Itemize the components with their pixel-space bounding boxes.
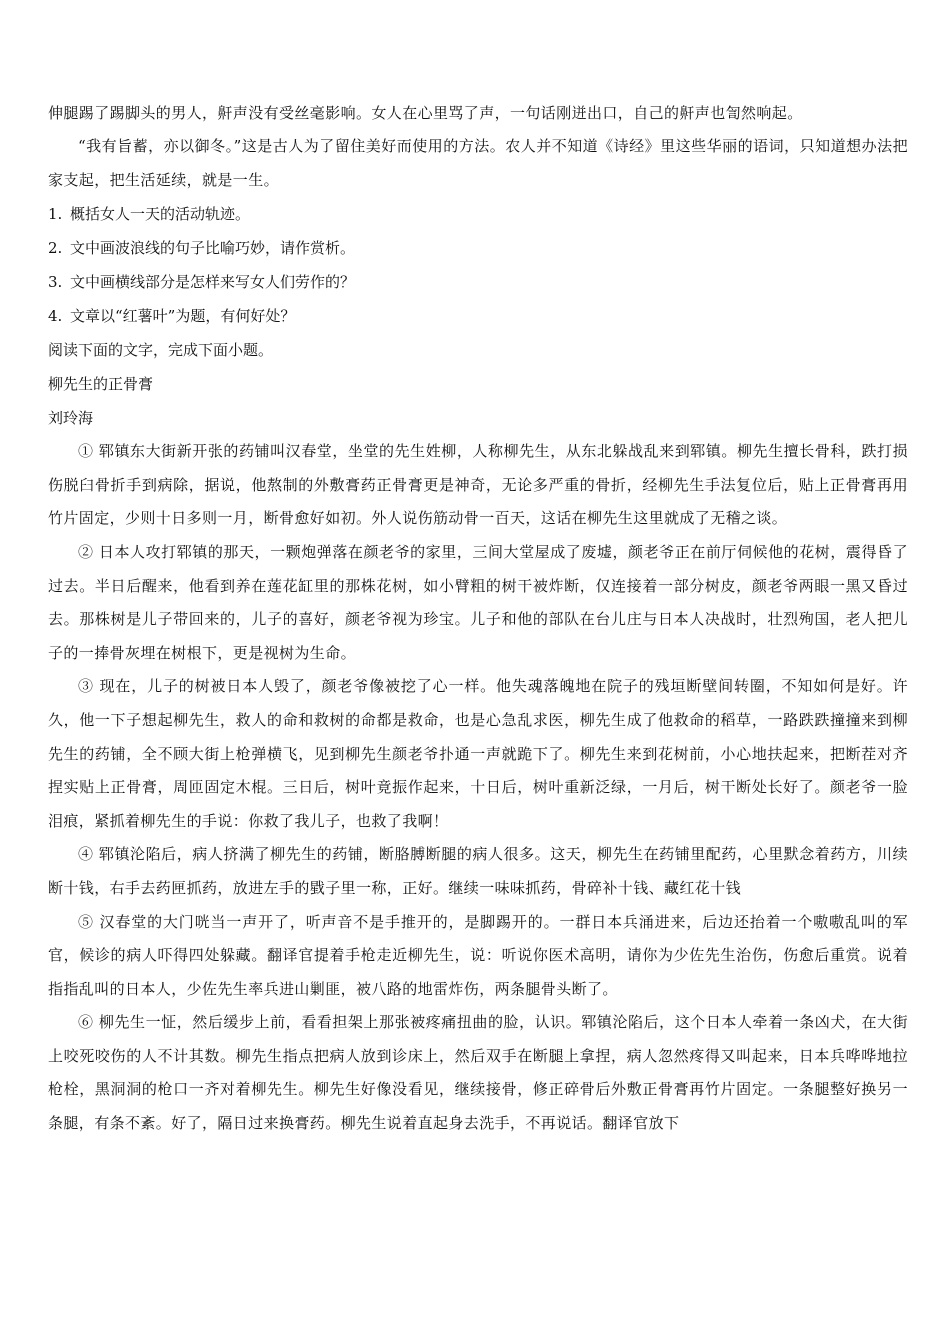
question-list — [48, 197, 908, 333]
continued-text-line: 伸腿踢了踢脚头的男人，鼾声没有受丝毫影响。女人在心里骂了声，一句话刚迸出口，自己的鼾声也訇然响起。 — [48, 104, 803, 122]
question-number: 1. — [48, 205, 63, 224]
question-item — [48, 299, 908, 333]
question-text: 文中画波浪线的句子比喻巧妙，请作赏析。 — [70, 239, 356, 258]
article-title: 柳先生的正骨膏 — [48, 375, 154, 394]
question-item — [48, 265, 908, 299]
article-paragraph: ① 郓镇东大街新开张的药铺叫汉春堂，坐堂的先生姓柳，人称柳先生，从东北躲战乱来到郓镇。柳先生擅长骨科，跌打损伤脱臼骨折手到病除，据说，他熬制的外敷膏药正骨膏更是神奇，无论多严重的骨折，经柳先生手法复位后，贴上正骨膏再用竹片固定，少则十日多则一月，断骨愈好如初。外人说伤筋动骨一百天，这话在柳先生这里就成了无稽之谈。 — [48, 442, 908, 528]
article-paragraph: ③ 现在，儿子的树被日本人毁了，颜老爷像被挖了心一样。他失魂落魄地在院子的残垣断壁间转圈，不知如何是好。许久，他一下子想起柳先生，救人的命和救树的命都是救命，也是心急乱求医，柳先生成了他救命的稻草，一路跌跌撞撞来到柳先生的药铺，全不顾大街上枪弹横飞，见到柳先生颜老爷扑通一声就跪下了。柳先生来到花树前，小心地扶起来，把断茬对齐捏实贴上正骨膏，周匝固定木棍。三日后，树叶竟振作起来，十日后，树叶重新泛绿，一月后，树干断处长好了。颜老爷一脸泪痕，紧抓着柳先生的手说：你救了我儿子，也救了我啊！ — [48, 677, 908, 830]
article-paragraph: ⑥ 柳先生一怔，然后缓步上前，看看担架上那张被疼痛扭曲的脸，认识。郓镇沦陷后，这个日本人牵着一条凶犬，在大街上咬死咬伤的人不计其数。柳先生指点把病人放到诊床上，然后双手在断腿上拿捏，病人忽然疼得又叫起来，日本兵哗哗地拉枪栓，黑洞洞的枪口一齐对着柳先生。柳先生好像没看见，继续接骨，修正碎骨后外敷正骨膏再竹片固定。一条腿整好换另一条腿，有条不紊。好了，隔日过来换膏药。柳先生说着直起身去洗手，不再说话。翻译官放下 — [48, 1013, 908, 1133]
article-paragraph: ④ 郓镇沦陷后，病人挤满了柳先生的药铺，断胳膊断腿的病人很多。这天，柳先生在药铺里配药，心里默念着药方，川续断十钱，右手去药匣抓药，放进左手的戥子里一称，正好。继续一味味抓药，骨碎补十钱、藏红花十钱 — [48, 845, 908, 897]
question-item — [48, 231, 908, 265]
question-item — [48, 197, 908, 231]
article-body — [48, 435, 908, 1140]
article-paragraph: ② 日本人攻打郓镇的那天，一颗炮弹落在颜老爷的家里，三间大堂屋成了废墟，颜老爷正在前厅伺候他的花树，震得昏了过去。半日后醒来，他看到养在莲花缸里的那株花树，如小臂粗的树干被炸断，仅连接着一部分树皮，颜老爷两眼一黑又昏过去。那株树是儿子带回来的，儿子的喜好，颜老爷视为珍宝。儿子和他的部队在台儿庄与日本人决战时，壮烈殉国，老人把儿子的一捧骨灰埋在树根下，更是视树为生命。 — [48, 542, 908, 662]
question-number: 2. — [48, 239, 63, 258]
article-paragraph: ⑤ 汉春堂的大门咣当一声开了，听声音不是手推开的，是脚踢开的。一群日本兵涌进来，后边还抬着一个嗷嗷乱叫的军官，候诊的病人吓得四处躲藏。翻译官提着手枪走近柳先生，说：听说你医术高明，请你为少佐先生治伤，伤愈后重赏。说着指指乱叫的日本人，少佐先生率兵进山剿匪，被八路的地雷炸伤，两条腿骨头断了。 — [48, 912, 908, 998]
question-text: 文章以“红薯叶”为题，有何好处？ — [70, 307, 296, 326]
question-number: 4. — [48, 307, 63, 326]
reading-instruction: 阅读下面的文字，完成下面小题。 — [48, 341, 274, 360]
document-page — [48, 96, 908, 1141]
question-text: 文中画横线部分是怎样来写女人们劳作的？ — [70, 273, 356, 292]
question-text: 概括女人一天的活动轨迹。 — [70, 205, 251, 224]
article-author: 刘玲海 — [48, 409, 94, 428]
closing-paragraph: “我有旨蓄，亦以御冬。”这是古人为了留住美好而使用的方法。农人并不知道《诗经》里这些华丽的语词，只知道想办法把家支起，把生活延续，就是一生。 — [48, 137, 908, 189]
question-number: 3. — [48, 273, 63, 292]
